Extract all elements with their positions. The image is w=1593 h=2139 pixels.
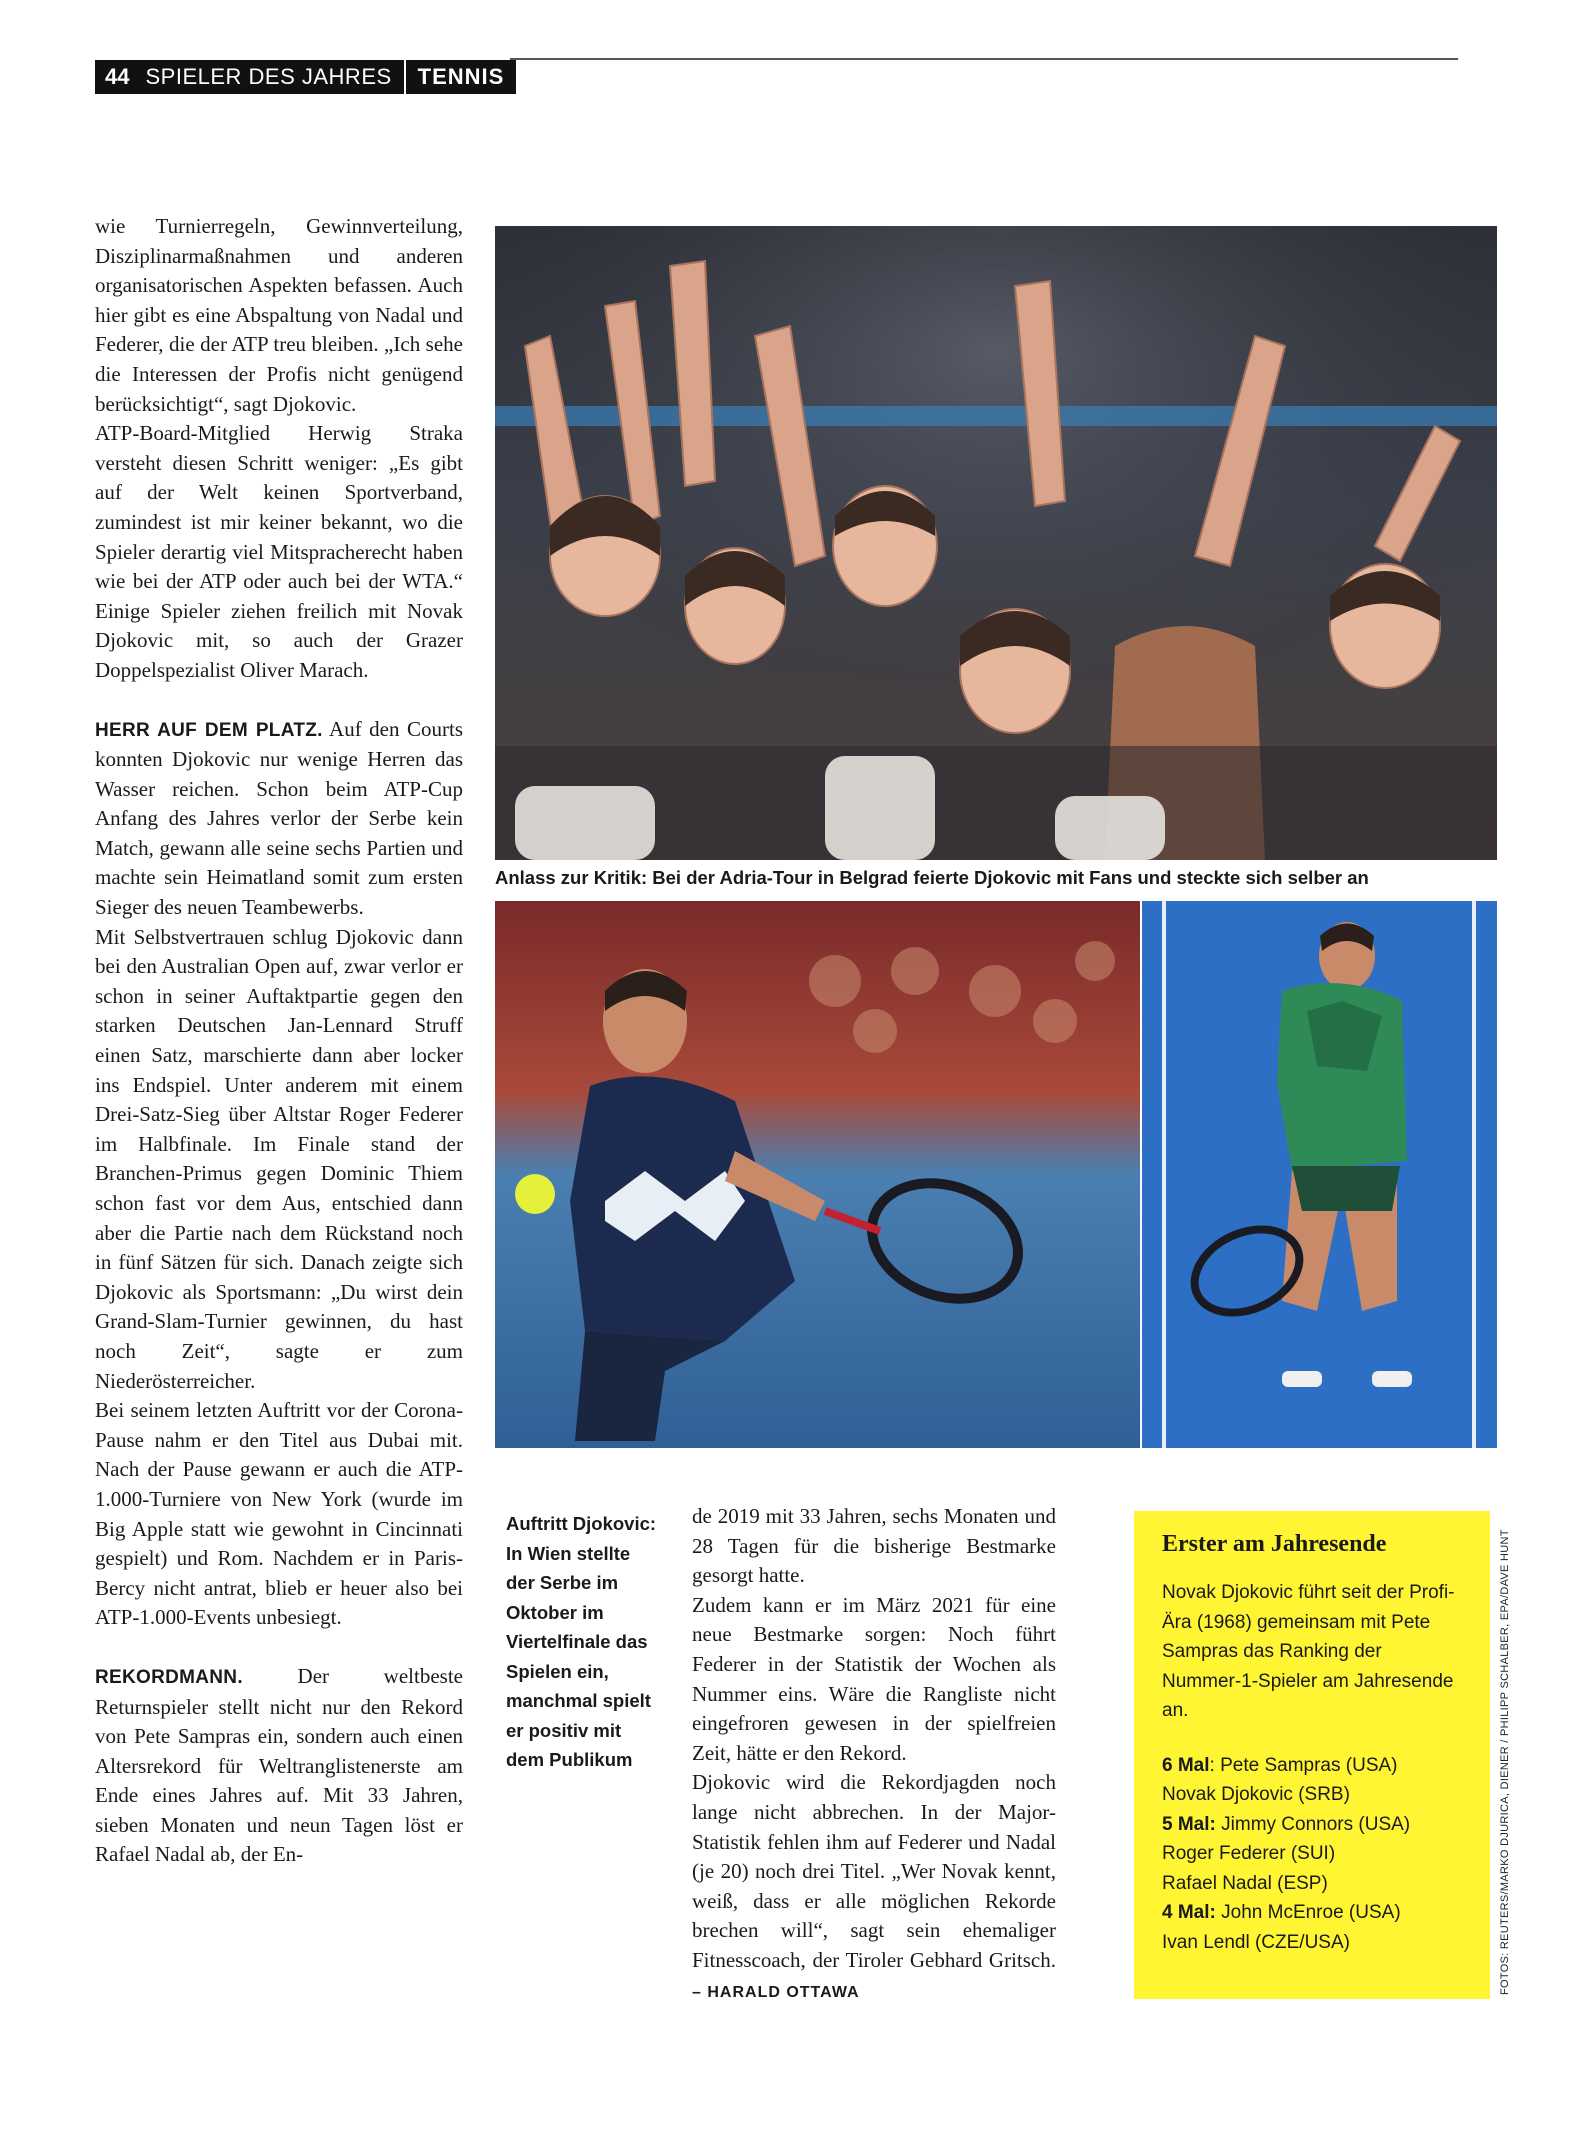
paragraph: REKORDMANN. Der weltbeste Returnspieler stellt nicht nur den Rekord von Pete Sampras ein, sondern auch einen Altersrekord für Weltranglistenerste am Ende eines Jahres auf. Mit 33 Jahren, sieben Monaten und neun Tagen löst er Rafael Nadal ab, der En-	[95, 1663, 463, 1867]
section-title: SPIELER DES JAHRES	[139, 60, 403, 94]
subhead: HERR AUF DEM PLATZ.	[95, 719, 323, 741]
factbox-title: Erster am Jahresende	[1162, 1531, 1387, 1557]
page-header	[95, 60, 516, 94]
body-column-1	[95, 212, 463, 1870]
backhand-photo	[495, 901, 1140, 1448]
photo-credit: FOTOS: REUTERS/MARKO DJURICA, DIENER / PHILIPP SCHALBER, EPA/DAVE HUNT	[1499, 1529, 1511, 1995]
crowd-photo	[495, 226, 1497, 860]
paragraph: Zudem kann er im März 2021 für eine neue Bestmarke sorgen: Noch führt Federer in der Statistik der Wochen als Nummer eins. Wäre die Rangliste nicht eingefroren gewesen in der spielfreien Zeit, hätte er den Rekord.	[692, 1592, 1056, 1765]
paragraph: HERR AUF DEM PLATZ. Auf den Courts konnten Djokovic nur wenige Herren das Wasser reichen. Schon beim ATP-Cup Anfang des Jahres verlor der Serbe kein Match, gewann alle seine sechs Partien und machte sein Heimatland somit zum ersten Sieger des neuen Teambewerbs.	[95, 716, 463, 920]
paragraph: de 2019 mit 33 Jahren, sechs Monaten und 28 Tagen für die bisherige Bestmarke gesorgt hatte.	[692, 1504, 1056, 1588]
author-byline: – HARALD OTTAWA	[692, 1983, 860, 2001]
page-number: 44	[95, 60, 139, 94]
ranking-entry: Ivan Lendl (CZE/USA)	[1162, 1931, 1350, 1953]
ranking-list	[1162, 1751, 1462, 1958]
photo-caption: Anlass zur Kritik: Bei der Adria-Tour in Belgrad feierte Djokovic mit Fans und steckte sich selber an	[495, 867, 1369, 888]
paragraph: wie Turnierregeln, Gewinnverteilung, Disziplinarmaßnahmen und anderen organisatorischen Aspekten befassen. Auch hier gibt es eine Abspaltung von Nadal und Federer, die der ATP treu bleiben. „Ich sehe die Interessen der Profis nicht genügend berücksichtigt“, sagt Djokovic.	[95, 214, 463, 416]
subhead: REKORDMANN.	[95, 1666, 243, 1688]
paragraph: Djokovic wird die Rekordjagden noch lange nicht abbrechen. In der Major-Statistik fehlen ihm auf Federer und Nadal (je 20) noch drei Titel. „Wer Novak kennt, weiß, dass er alle möglichen Rekorde brechen will“, sagt sein ehemaliger Fitnesscoach, der Tiroler Gebhard Gritsch. – HARALD OTTAWA	[692, 1770, 1056, 2001]
ranking-entry: 6 Mal: Pete Sampras (USA)	[1162, 1754, 1398, 1776]
photo-caption-side: Auftritt Djokovic: In Wien stellte der Serbe im Oktober im Viertelfinale das Spielen ein, manchmal spielt er positiv mit dem Publikum	[506, 1513, 657, 1770]
celebration-photo	[1142, 901, 1497, 1448]
ranking-entry: Novak Djokovic (SRB)	[1162, 1784, 1350, 1805]
paragraph: ATP-Board-Mitglied Herwig Straka versteht diesen Schritt weniger: „Es gibt auf der Welt keinen Sportverband, zumindest ist mir keiner bekannt, wo die Spieler derartig viel Mitspracherecht haben wie bei der ATP oder auch bei der WTA.“ Einige Spieler ziehen freilich mit Novak Djokovic mit, so auch der Grazer Doppelspezialist Oliver Marach.	[95, 421, 463, 682]
factbox-intro: Novak Djokovic führt seit der Profi-Ära (1968) gemeinsam mit Pete Sampras das Ranking der Nummer-1-Spieler am Jahresende an.	[1162, 1582, 1455, 1721]
header-rule	[510, 58, 1458, 60]
ranking-entry: 4 Mal: John McEnroe (USA)	[1162, 1902, 1401, 1923]
paragraph: Mit Selbstvertrauen schlug Djokovic dann bei den Australian Open auf, zwar verlor er schon in seiner Auftaktpartie gegen den starken Deutschen Jan-Lennard Struff einen Satz, marschierte dann aber locker ins Endspiel. Unter anderem mit einem Drei-Satz-Sieg über Altstar Roger Federer im Halbfinale. Im Finale stand der Branchen-Primus gegen Dominic Thiem schon fast vor dem Aus, entschied dann aber die Partie nach dem Rückstand noch in fünf Sätzen für sich. Danach zeigte sich Djokovic als Sportsmann: „Du wirst dein Grand-Slam-Turnier gewinnen, du hast noch Zeit“, sagte er zum Niederösterreicher.	[95, 924, 463, 1393]
ranking-entry: 5 Mal: Jimmy Connors (USA)	[1162, 1813, 1411, 1835]
ranking-entry: Roger Federer (SUI)	[1162, 1843, 1336, 1864]
ranking-entry: Rafael Nadal (ESP)	[1162, 1872, 1328, 1894]
category-label: TENNIS	[404, 60, 517, 94]
fact-box	[1134, 1511, 1490, 1999]
paragraph: Bei seinem letzten Auftritt vor der Corona-Pause nahm er den Titel aus Dubai mit. Nach der Pause gewann er auch die ATP-1.000-Turniere von New York (wurde im Big Apple statt wie gewohnt in Cincinnati gespielt) und Rom. Nachdem er in Paris-Bercy nicht antrat, blieb er heuer also bei ATP-1.000-Events unbesiegt.	[95, 1398, 463, 1630]
body-column-3	[692, 1502, 1056, 2007]
